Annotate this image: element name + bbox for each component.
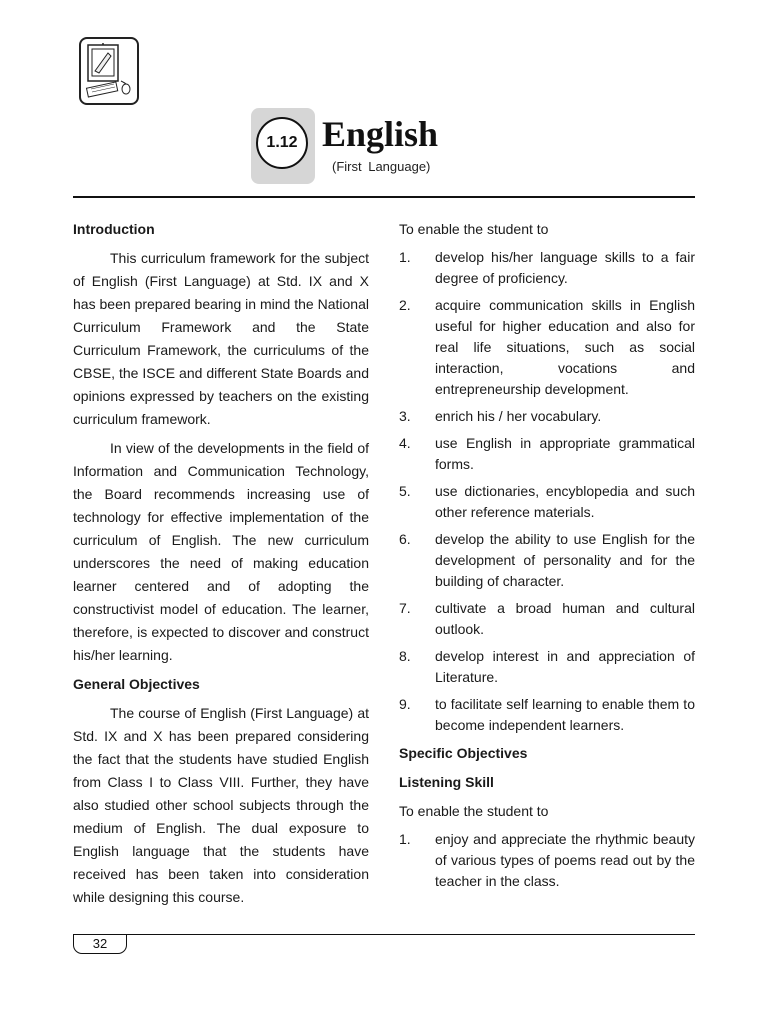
list-item-text: cultivate a broad human and cultural outlook. [435,600,695,637]
general-objectives-list [399,247,695,736]
listening-skill-heading: Listening Skill [399,774,494,790]
chapter-badge [251,108,315,184]
list-item [399,295,695,400]
listening-objectives-list [399,829,695,892]
list-item-number: 5. [399,483,411,499]
introduction-paragraph-1: This curriculum framework for the subject of English (First Language) at Std. IX and X has been prepared bearing in mind the National Curriculum Framework and the State Curriculum Framework, the curriculums of the CBSE, the ISCE and different State Boards and opinions expressed by teachers on the existing curriculum framework. [73,250,369,427]
page-subtitle: (First Language) [332,159,431,174]
list-item-text: use English in appropriate grammatical forms. [435,435,695,472]
list-item-text: use dictionaries, encyblopedia and such other reference materials. [435,483,695,520]
list-item-number: 2. [399,297,411,313]
introduction-paragraph-2: In view of the developments in the field of Information and Communication Technology, the Board recommends increasing use of technology for effective implementation of the curriculum of English. The new curriculum underscores the need of making education learner centered and of adopting the constructivist model of education. The learner, therefore, is expected to discover and construct his/her learning. [73,440,369,663]
list-item-number: 1. [399,249,411,265]
list-item-number: 6. [399,531,411,547]
list-item-number: 1. [399,831,411,847]
list-item [399,598,695,640]
list-item-number: 8. [399,648,411,664]
page-title: English [322,114,439,154]
list-item-text: develop his/her language skills to a fair degree of proficiency. [435,249,695,286]
list-item [399,694,695,736]
chapter-number: 1.12 [256,117,308,169]
footer-divider [73,934,695,935]
list-item-text: develop interest in and appreciation of Literature. [435,648,695,685]
list-item [399,529,695,592]
list-item [399,829,695,892]
list-item-number: 9. [399,696,411,712]
specific-objectives-heading: Specific Objectives [399,745,528,761]
computer-board-icon [79,37,139,105]
list-item-text: enjoy and appreciate the rhythmic beauty of various types of poems read out by the teacher in the class. [435,831,695,889]
left-column [73,218,369,915]
general-objectives-heading: General Objectives [73,676,200,692]
general-objectives-paragraph: The course of English (First Language) at Std. IX and X has been prepared considering the fact that the students have studied English from Class I to Class VIII. Further, they have also studied other school subjects through the medium of English. The dual exposure to English language that the students have received has been taken into consideration while designing this course. [73,705,369,905]
list-item-text: enrich his / her vocabulary. [435,408,602,424]
list-item-number: 4. [399,435,411,451]
right-column [399,218,695,898]
list-item-text: to facilitate self learning to enable them to become independent learners. [435,696,695,733]
list-item [399,406,695,427]
list-item [399,247,695,289]
list-item-number: 7. [399,600,411,616]
introduction-heading: Introduction [73,221,155,237]
list-item [399,646,695,688]
list-item-number: 3. [399,408,411,424]
listening-intro: To enable the student to [399,803,549,819]
list-item-text: acquire communication skills in English useful for higher education and also for real life situations, such as social interaction, vocations and entrepreneurship development. [435,297,695,397]
list-item [399,481,695,523]
list-item-text: develop the ability to use English for the development of personality and for the building of character. [435,531,695,589]
objectives-intro: To enable the student to [399,221,549,237]
list-item [399,433,695,475]
page-number: 32 [73,934,127,954]
header-divider [73,196,695,198]
